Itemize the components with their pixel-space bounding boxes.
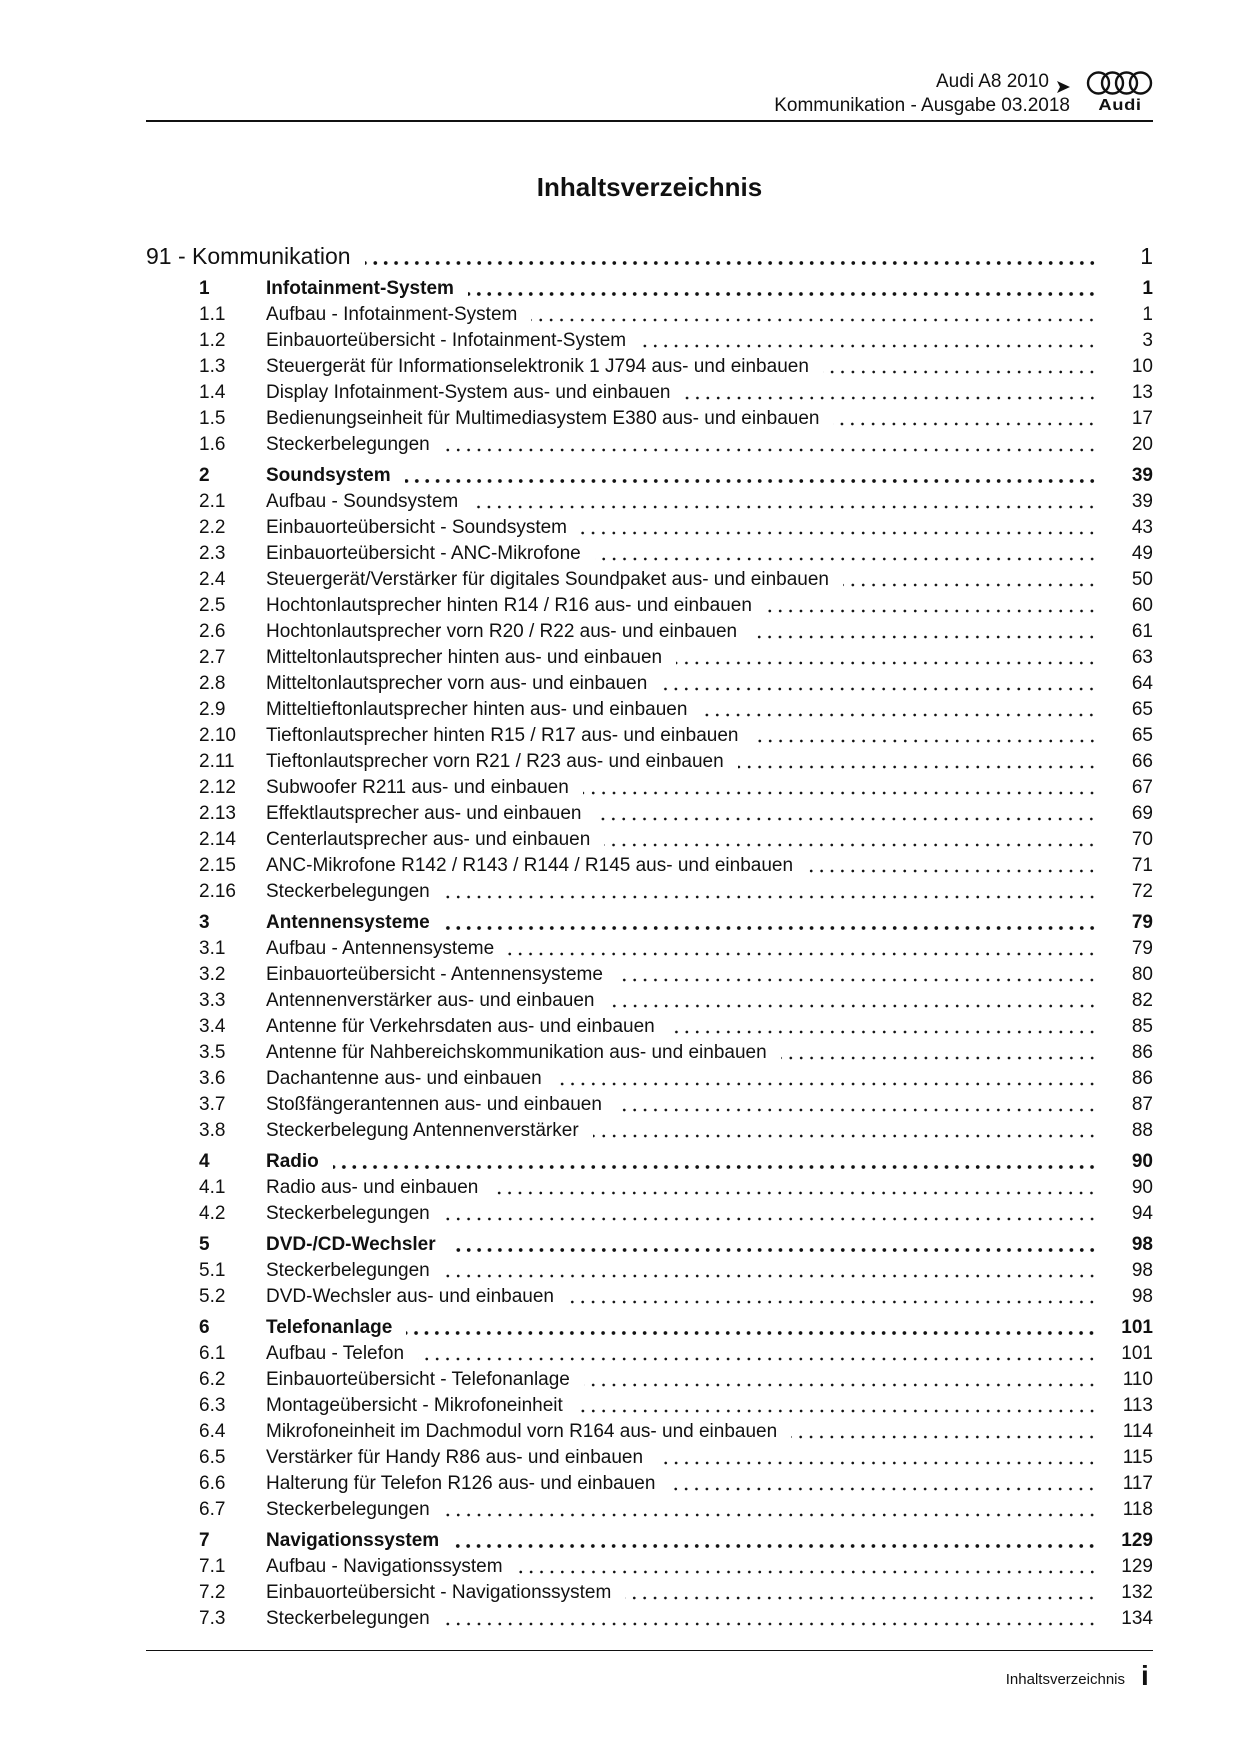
toc-entry-title: Einbauorteübersicht - Telefonanlage xyxy=(266,1369,570,1390)
toc-entry-page: 79 xyxy=(1131,938,1153,959)
toc-entry-number: 4.1 xyxy=(199,1177,226,1198)
toc-entry-page: 110 xyxy=(1122,1369,1153,1390)
toc-entry-row[interactable] xyxy=(199,515,1153,541)
toc-entry-number: 6.1 xyxy=(199,1343,226,1364)
toc-entry-page: 98 xyxy=(1131,1234,1153,1255)
toc-entry-row[interactable] xyxy=(199,697,1153,723)
toc-entry-title: Dachantenne aus- und einbauen xyxy=(266,1068,542,1089)
audi-rings-logo xyxy=(1086,70,1154,118)
toc-entry-title: Navigationssystem xyxy=(266,1530,440,1551)
toc-entry-row[interactable] xyxy=(199,645,1153,671)
toc-leader-dots xyxy=(766,609,1097,613)
toc-entry-title: Aufbau - Infotainment-System xyxy=(266,304,518,325)
toc-leader-dots xyxy=(365,261,1097,265)
toc-leader-dots xyxy=(444,926,1097,930)
toc-entry-page: 66 xyxy=(1131,751,1153,772)
toc-entry-title: Aufbau - Navigationssystem xyxy=(266,1556,503,1577)
footer-page-marker: i xyxy=(1141,1660,1149,1691)
toc-entry-row[interactable] xyxy=(199,1014,1153,1040)
toc-leader-dots xyxy=(609,1004,1097,1008)
footer-divider xyxy=(146,1650,1153,1651)
toc-entry-row[interactable] xyxy=(199,775,1153,801)
toc-entry-page: 10 xyxy=(1131,356,1153,377)
toc-entry-row[interactable] xyxy=(199,1040,1153,1066)
toc-entry-row[interactable] xyxy=(199,1554,1153,1580)
toc-entry-page: 64 xyxy=(1131,673,1153,694)
toc-entry-row[interactable] xyxy=(199,1445,1153,1471)
toc-entry-title: Centerlautsprecher aus- und einbauen xyxy=(266,829,591,850)
toc-leader-dots xyxy=(738,765,1097,769)
toc-entry-row[interactable] xyxy=(199,619,1153,645)
toc-entry-number: 2.8 xyxy=(199,673,226,694)
toc-section-row[interactable] xyxy=(146,240,1153,272)
toc-entry-row[interactable] xyxy=(199,1118,1153,1144)
toc-entry-page: 129 xyxy=(1121,1530,1153,1551)
toc-entry-row[interactable] xyxy=(199,988,1153,1014)
toc-entry-number: 2.12 xyxy=(199,777,236,798)
toc-entry-title: Hochtonlautsprecher vorn R20 / R22 aus- und einbauen xyxy=(266,621,738,642)
toc-chapter-row[interactable] xyxy=(199,1315,1153,1341)
toc-leader-dots xyxy=(444,1274,1097,1278)
toc-entry-number: 3.4 xyxy=(199,1016,226,1037)
toc-entry-number: 2.5 xyxy=(199,595,226,616)
toc-entry-row[interactable] xyxy=(199,593,1153,619)
toc-entry-page: 61 xyxy=(1131,621,1153,642)
toc-chapter-row[interactable] xyxy=(199,1149,1153,1175)
toc-entry-page: 3 xyxy=(1142,330,1153,351)
toc-leader-dots xyxy=(823,370,1097,374)
toc-entry-title: Einbauorteübersicht - Infotainment-System xyxy=(266,330,627,351)
toc-entry-number: 2.9 xyxy=(199,699,226,720)
toc-entry-page: 80 xyxy=(1131,964,1153,985)
toc-chapter-row[interactable] xyxy=(199,1232,1153,1258)
toc-entry-page: 1 xyxy=(1142,304,1153,325)
toc-entry-title: Halterung für Telefon R126 aus- und einbauen xyxy=(266,1473,656,1494)
toc-entry-page: 65 xyxy=(1131,725,1153,746)
toc-entry-row[interactable] xyxy=(199,936,1153,962)
toc-entry-page: 101 xyxy=(1121,1343,1153,1364)
toc-entry-number: 1 xyxy=(199,278,210,299)
toc-leader-dots xyxy=(781,1056,1097,1060)
toc-entry-number: 2.4 xyxy=(199,569,226,590)
toc-entry-page: 88 xyxy=(1131,1120,1153,1141)
toc-entry-row[interactable] xyxy=(199,853,1153,879)
toc-entry-title: Display Infotainment-System aus- und einbauen xyxy=(266,382,671,403)
toc-entry-page: 17 xyxy=(1131,408,1153,429)
toc-entry-row[interactable] xyxy=(199,1175,1153,1201)
footer-label: Inhaltsverzeichnis xyxy=(1005,1671,1125,1688)
toc-entry-row[interactable] xyxy=(199,1606,1153,1632)
toc-entry-row[interactable] xyxy=(199,749,1153,775)
logo-brand-text: Audi xyxy=(1098,97,1142,114)
toc-entry-number: 3.3 xyxy=(199,990,226,1011)
toc-entry-number: 3.1 xyxy=(199,938,226,959)
table-of-contents xyxy=(146,240,1153,1632)
toc-entry-page: 63 xyxy=(1131,647,1153,668)
toc-entry-page: 82 xyxy=(1131,990,1153,1011)
toc-entry-title: Mitteltonlautsprecher vorn aus- und einbauen xyxy=(266,673,648,694)
toc-entry-row[interactable] xyxy=(199,302,1153,328)
toc-entry-title: Stoßfängerantennen aus- und einbauen xyxy=(266,1094,602,1115)
toc-entry-page: 115 xyxy=(1122,1447,1153,1468)
toc-entry-row[interactable] xyxy=(199,328,1153,354)
toc-entry-page: 134 xyxy=(1121,1608,1153,1629)
toc-entry-list xyxy=(199,276,1153,1632)
toc-entry-number: 7.2 xyxy=(199,1582,226,1603)
toc-entry-number: 1.6 xyxy=(199,434,226,455)
toc-chapter-row[interactable] xyxy=(199,463,1153,489)
toc-entry-row[interactable] xyxy=(199,1367,1153,1393)
toc-entry-number: 2.10 xyxy=(199,725,236,746)
toc-leader-dots xyxy=(701,713,1097,717)
toc-entry-row[interactable] xyxy=(199,827,1153,853)
toc-entry-title: Steckerbelegungen xyxy=(266,1203,430,1224)
toc-leader-dots xyxy=(685,396,1097,400)
arrow-right-icon xyxy=(1057,76,1070,88)
toc-leader-dots xyxy=(406,1331,1097,1335)
header-divider xyxy=(146,120,1153,122)
toc-leader-dots xyxy=(444,448,1097,452)
toc-entry-row[interactable] xyxy=(199,1393,1153,1419)
toc-entry-page: 72 xyxy=(1131,881,1153,902)
toc-entry-page: 98 xyxy=(1131,1286,1153,1307)
toc-entry-title: Mitteltonlautsprecher hinten aus- und einbauen xyxy=(266,647,663,668)
toc-entry-page: 39 xyxy=(1131,491,1153,512)
toc-entry-row[interactable] xyxy=(199,489,1153,515)
toc-entry-number: 5.2 xyxy=(199,1286,226,1307)
toc-entry-title: Steckerbelegungen xyxy=(266,1499,430,1520)
toc-entry-title: Einbauorteübersicht - Soundsystem xyxy=(266,517,567,538)
toc-entry-page: 49 xyxy=(1131,543,1153,564)
toc-entry-title: Einbauorteübersicht - Antennensysteme xyxy=(266,964,603,985)
toc-entry-page: 60 xyxy=(1131,595,1153,616)
toc-leader-dots xyxy=(556,1082,1097,1086)
toc-entry-number: 2 xyxy=(199,465,210,486)
toc-entry-title: Effektlautsprecher aus- und einbauen xyxy=(266,803,582,824)
toc-entry-title: Montageübersicht - Mikrofoneinheit xyxy=(266,1395,563,1416)
toc-entry-title: Aufbau - Telefon xyxy=(266,1343,405,1364)
toc-entry-page: 90 xyxy=(1131,1151,1153,1172)
toc-entry-row[interactable] xyxy=(199,1201,1153,1227)
toc-leader-dots xyxy=(405,479,1097,483)
toc-leader-dots xyxy=(604,843,1097,847)
toc-entry-number: 3.6 xyxy=(199,1068,226,1089)
toc-entry-page: 132 xyxy=(1121,1582,1153,1603)
toc-section-title: 91 - Kommunikation xyxy=(146,243,351,269)
toc-leader-dots xyxy=(595,557,1097,561)
toc-leader-dots xyxy=(468,292,1097,296)
toc-entry-number: 2.16 xyxy=(199,881,236,902)
toc-entry-row[interactable] xyxy=(199,1341,1153,1367)
toc-entry-page: 94 xyxy=(1131,1203,1153,1224)
toc-entry-row[interactable] xyxy=(199,801,1153,827)
toc-entry-page: 1 xyxy=(1142,278,1153,299)
toc-entry-page: 114 xyxy=(1122,1421,1153,1442)
toc-entry-row[interactable] xyxy=(199,1497,1153,1523)
toc-leader-dots xyxy=(517,1570,1097,1574)
toc-entry-page: 98 xyxy=(1131,1260,1153,1281)
toc-leader-dots xyxy=(577,1409,1097,1413)
toc-leader-dots xyxy=(584,1383,1097,1387)
toc-entry-page: 71 xyxy=(1131,855,1153,876)
toc-entry-page: 50 xyxy=(1131,569,1153,590)
toc-entry-number: 6.3 xyxy=(199,1395,226,1416)
toc-leader-dots xyxy=(444,1217,1097,1221)
toc-entry-number: 7.1 xyxy=(199,1556,226,1577)
toc-entry-title: Steuergerät/Verstärker für digitales Soundpaket aus- und einbauen xyxy=(266,569,829,590)
toc-entry-page: 13 xyxy=(1131,382,1153,403)
toc-leader-dots xyxy=(472,505,1097,509)
toc-leader-dots xyxy=(833,422,1097,426)
toc-entry-title: Steckerbelegungen xyxy=(266,1260,430,1281)
toc-entry-page: 69 xyxy=(1131,803,1153,824)
toc-leader-dots xyxy=(581,531,1097,535)
toc-entry-title: Bedienungseinheit für Multimediasystem E380 aus- und einbauen xyxy=(266,408,820,429)
toc-entry-number: 6.5 xyxy=(199,1447,226,1468)
header-model-line xyxy=(774,70,1070,94)
toc-leader-dots xyxy=(531,318,1097,322)
toc-entry-title: Tieftonlautsprecher vorn R21 / R23 aus- und einbauen xyxy=(266,751,724,772)
toc-leader-dots xyxy=(753,739,1098,743)
toc-entry-title: Soundsystem xyxy=(266,465,391,486)
toc-entry-number: 7 xyxy=(199,1530,210,1551)
toc-entry-number: 2.13 xyxy=(199,803,236,824)
toc-entry-title: Mikrofoneinheit im Dachmodul vorn R164 aus- und einbauen xyxy=(266,1421,778,1442)
toc-section-page: 1 xyxy=(1140,243,1153,269)
toc-entry-page: 117 xyxy=(1122,1473,1153,1494)
toc-entry-title: Einbauorteübersicht - Navigationssystem xyxy=(266,1582,612,1603)
toc-chapter-row[interactable] xyxy=(199,276,1153,302)
toc-entry-row[interactable] xyxy=(199,1471,1153,1497)
toc-chapter-row[interactable] xyxy=(199,910,1153,936)
toc-leader-dots xyxy=(450,1248,1097,1252)
toc-entry-title: DVD-/CD-Wechsler xyxy=(266,1234,436,1255)
toc-leader-dots xyxy=(616,1108,1097,1112)
toc-leader-dots xyxy=(669,1487,1097,1491)
toc-entry-title: Subwoofer R211 aus- und einbauen xyxy=(266,777,569,798)
header-model: Audi A8 2010 xyxy=(935,71,1049,92)
toc-entry-title: Hochtonlautsprecher hinten R14 / R16 aus- und einbauen xyxy=(266,595,752,616)
toc-entry-page: 70 xyxy=(1131,829,1153,850)
toc-entry-title: Antenne für Verkehrsdaten aus- und einbauen xyxy=(266,1016,655,1037)
toc-entry-number: 3.2 xyxy=(199,964,226,985)
toc-entry-page: 43 xyxy=(1131,517,1153,538)
toc-entry-page: 67 xyxy=(1131,777,1153,798)
toc-entry-title: Tieftonlautsprecher hinten R15 / R17 aus- und einbauen xyxy=(266,725,739,746)
toc-entry-title: DVD-Wechsler aus- und einbauen xyxy=(266,1286,554,1307)
toc-entry-page: 86 xyxy=(1131,1042,1153,1063)
toc-entry-number: 5 xyxy=(199,1234,210,1255)
toc-entry-number: 6.4 xyxy=(199,1421,226,1442)
toc-leader-dots xyxy=(444,1513,1097,1517)
toc-leader-dots xyxy=(508,952,1097,956)
toc-entry-number: 2.3 xyxy=(199,543,226,564)
toc-leader-dots xyxy=(418,1357,1097,1361)
toc-entry-title: Steuergerät für Informationselektronik 1 J794 aus- und einbauen xyxy=(266,356,809,377)
toc-leader-dots xyxy=(807,869,1097,873)
toc-entry-number: 7.3 xyxy=(199,1608,226,1629)
toc-entry-title: Antennenverstärker aus- und einbauen xyxy=(266,990,595,1011)
toc-entry-row[interactable] xyxy=(199,432,1153,458)
toc-leader-dots xyxy=(751,635,1097,639)
toc-entry-row[interactable] xyxy=(199,723,1153,749)
toc-leader-dots xyxy=(617,978,1097,982)
toc-entry-page: 39 xyxy=(1131,465,1153,486)
toc-entry-page: 79 xyxy=(1131,912,1153,933)
toc-entry-page: 20 xyxy=(1131,434,1153,455)
toc-entry-number: 1.5 xyxy=(199,408,226,429)
toc-leader-dots xyxy=(669,1030,1097,1034)
toc-entry-page: 129 xyxy=(1121,1556,1153,1577)
toc-entry-page: 87 xyxy=(1131,1094,1153,1115)
toc-entry-page: 86 xyxy=(1131,1068,1153,1089)
toc-entry-title: Einbauorteübersicht - ANC-Mikrofone xyxy=(266,543,581,564)
toc-entry-number: 6.7 xyxy=(199,1499,226,1520)
toc-entry-number: 1.4 xyxy=(199,382,226,403)
toc-entry-page: 118 xyxy=(1122,1499,1153,1520)
toc-entry-number: 3.5 xyxy=(199,1042,226,1063)
toc-entry-row[interactable] xyxy=(199,380,1153,406)
toc-entry-number: 5.1 xyxy=(199,1260,226,1281)
toc-entry-title: Antenne für Nahbereichskommunikation aus- und einbauen xyxy=(266,1042,767,1063)
toc-entry-number: 2.6 xyxy=(199,621,226,642)
toc-entry-title: Steckerbelegungen xyxy=(266,1608,430,1629)
toc-entry-row[interactable] xyxy=(199,879,1153,905)
page-title: Inhaltsverzeichnis xyxy=(536,172,763,202)
toc-entry-number: 3.7 xyxy=(199,1094,226,1115)
toc-entry-page: 113 xyxy=(1122,1395,1153,1416)
toc-entry-page: 65 xyxy=(1131,699,1153,720)
toc-entry-title: Telefonanlage xyxy=(266,1317,393,1338)
toc-entry-title: Radio aus- und einbauen xyxy=(266,1177,479,1198)
toc-leader-dots xyxy=(453,1544,1097,1548)
toc-entry-title: Steckerbelegungen xyxy=(266,881,430,902)
toc-entry-row[interactable] xyxy=(199,962,1153,988)
toc-entry-title: ANC-Mikrofone R142 / R143 / R144 / R145 aus- und einbauen xyxy=(266,855,794,876)
toc-leader-dots xyxy=(661,687,1097,691)
toc-leader-dots xyxy=(444,895,1097,899)
toc-entry-row[interactable] xyxy=(199,1580,1153,1606)
toc-entry-row[interactable] xyxy=(199,1092,1153,1118)
page-header xyxy=(774,70,1070,118)
toc-entry-number: 1.3 xyxy=(199,356,226,377)
toc-entry-row[interactable] xyxy=(199,1284,1153,1310)
toc-entry-number: 2.14 xyxy=(199,829,236,850)
toc-leader-dots xyxy=(568,1300,1097,1304)
toc-leader-dots xyxy=(583,791,1097,795)
toc-entry-number: 6.6 xyxy=(199,1473,226,1494)
toc-entry-number: 1.1 xyxy=(199,304,226,325)
toc-chapter-row[interactable] xyxy=(199,1528,1153,1554)
toc-entry-number: 2.2 xyxy=(199,517,226,538)
toc-leader-dots xyxy=(791,1435,1097,1439)
toc-entry-title: Verstärker für Handy R86 aus- und einbauen xyxy=(266,1447,644,1468)
header-edition: Kommunikation - Ausgabe 03.2018 xyxy=(774,95,1070,116)
toc-leader-dots xyxy=(843,583,1097,587)
toc-entry-number: 2.1 xyxy=(199,491,226,512)
toc-entry-row[interactable] xyxy=(199,354,1153,380)
toc-leader-dots xyxy=(595,817,1097,821)
toc-entry-number: 2.15 xyxy=(199,855,236,876)
toc-entry-title: Mitteltieftonlautsprecher hinten aus- und einbauen xyxy=(266,699,688,720)
toc-entry-number: 4 xyxy=(199,1151,210,1172)
toc-entry-number: 3.8 xyxy=(199,1120,226,1141)
toc-entry-row[interactable] xyxy=(199,541,1153,567)
toc-leader-dots xyxy=(492,1191,1097,1195)
toc-entry-title: Infotainment-System xyxy=(266,278,454,299)
toc-entry-title: Aufbau - Soundsystem xyxy=(266,491,459,512)
toc-entry-row[interactable] xyxy=(199,1066,1153,1092)
toc-leader-dots xyxy=(676,661,1097,665)
toc-entry-number: 1.2 xyxy=(199,330,226,351)
toc-entry-page: 85 xyxy=(1131,1016,1153,1037)
toc-entry-row[interactable] xyxy=(199,567,1153,593)
toc-leader-dots xyxy=(657,1461,1097,1465)
toc-entry-number: 4.2 xyxy=(199,1203,226,1224)
toc-leader-dots xyxy=(625,1596,1097,1600)
toc-entry-row[interactable] xyxy=(199,671,1153,697)
toc-entry-title: Steckerbelegungen xyxy=(266,434,430,455)
toc-entry-number: 2.7 xyxy=(199,647,226,668)
toc-entry-row[interactable] xyxy=(199,406,1153,432)
toc-entry-page: 90 xyxy=(1131,1177,1153,1198)
toc-entry-title: Antennensysteme xyxy=(266,912,430,933)
toc-entry-number: 2.11 xyxy=(199,751,235,772)
toc-entry-page: 101 xyxy=(1121,1317,1153,1338)
toc-leader-dots xyxy=(444,1622,1097,1626)
toc-entry-row[interactable] xyxy=(199,1419,1153,1445)
toc-leader-dots xyxy=(640,344,1097,348)
toc-entry-title: Aufbau - Antennensysteme xyxy=(266,938,495,959)
toc-leader-dots xyxy=(333,1165,1097,1169)
audi-rings-icon xyxy=(1086,70,1154,96)
toc-entry-title: Steckerbelegung Antennenverstärker xyxy=(266,1120,579,1141)
toc-entry-number: 6 xyxy=(199,1317,210,1338)
toc-entry-number: 6.2 xyxy=(199,1369,226,1390)
toc-leader-dots xyxy=(593,1134,1097,1138)
toc-entry-number: 3 xyxy=(199,912,210,933)
toc-entry-title: Radio xyxy=(266,1151,319,1172)
toc-entry-row[interactable] xyxy=(199,1258,1153,1284)
